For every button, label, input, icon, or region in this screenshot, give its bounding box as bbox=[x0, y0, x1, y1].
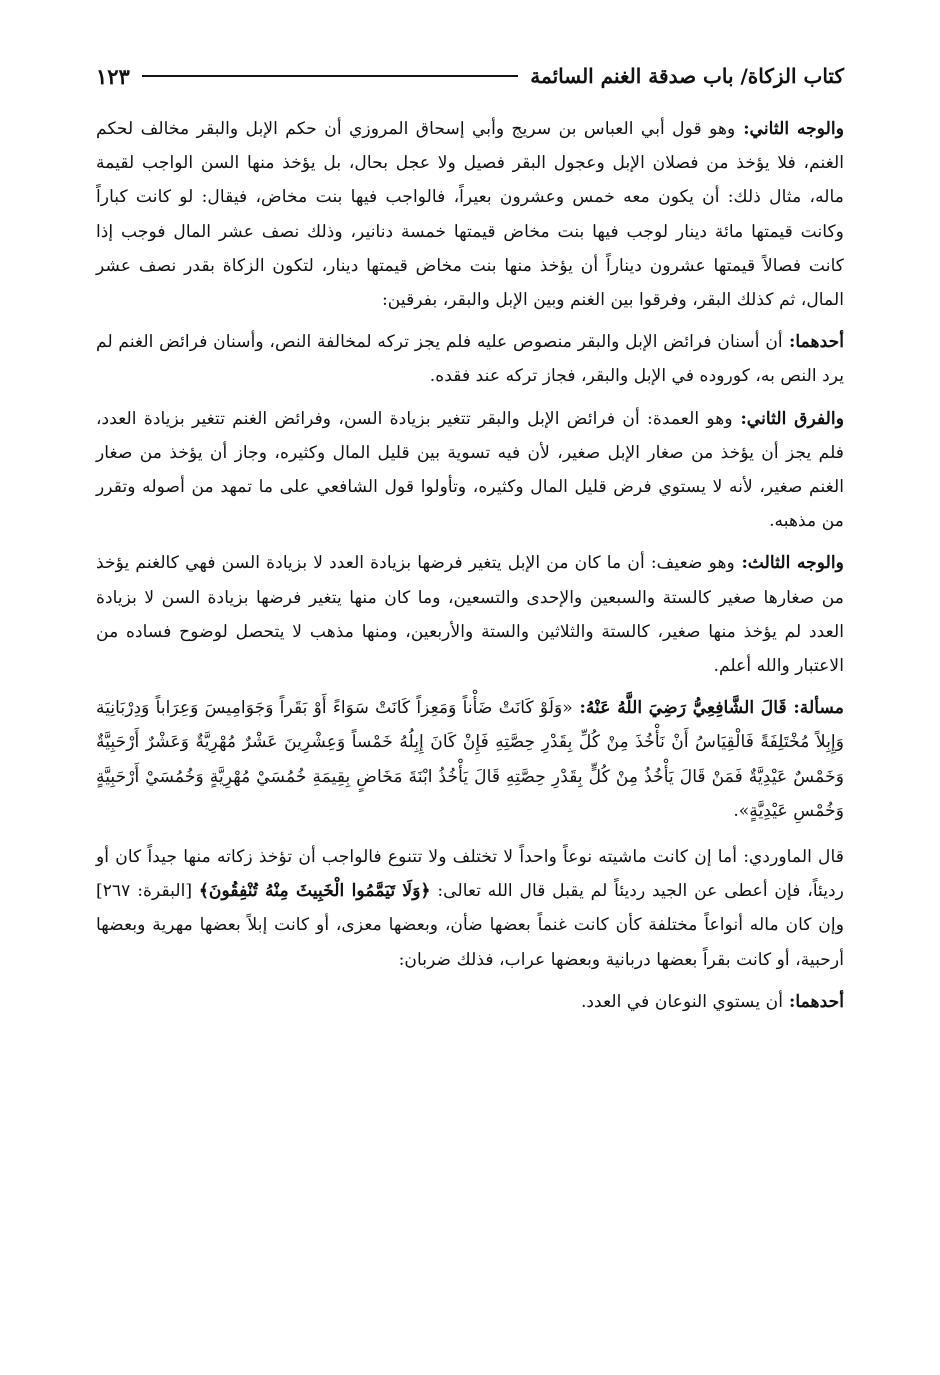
page-header bbox=[96, 58, 844, 94]
mawardi-paragraph bbox=[96, 840, 844, 977]
mawardi-text-before: أما إن كانت ماشيته نوعاً واحداً لا تختلف ولا تتنوع فالواجب أن تؤخذ زكاته منها جيداً كان أو رديئاً، فإن أعطى عن الجيد رديئاً لم يقبل قال الله تعالى: bbox=[96, 847, 844, 902]
masala-quote: «وَلَوْ كَانَتْ ضَأْناً وَمَعِزاً كَانَتْ سَوَاءً أَوْ بَقَراً وَجَوَامِيسَ وَعِرَاباً وَدِرْبَانِيَة وَإِبِلاً مُخْتَلِفَةً فَالْقِيَاسُ أَنْ نَأْخُذَ مِنْ كُلِّ بِقَدْرِ حِصَّتِهِ فَإِنْ كَانَ إِبِلُهُ خَمْساً وَعِشْرِينَ عَشْرٌ مُهْرِيَّةٌ وَعَشْرٌ أَرْحَبِيَّةٌ وَخَمْسٌ عَيْدِيَّةٌ فَمَنْ قَالَ يَأْخُذُ مِنْ كُلٍّ بِقَدْرِ حِصَّتِهِ قَالَ يَأْخُذُ ابْنَةَ مَخَاضٍ بِقِيمَةِ خُمُسَيْ مُهْرِيَّةٍ وَخُمُسَيْ أَرْحَبِيَّةٍ وَخُمْسِ عَيْدِيَّةٍ». bbox=[96, 698, 845, 821]
header-rule bbox=[142, 75, 518, 77]
mawardi-lead: قال الماوردي: bbox=[737, 847, 844, 868]
paragraph-lead: أحدهما: bbox=[783, 991, 844, 1012]
quran-verse: ﴿وَلَا تَيَمَّمُوا الْخَبِيثَ مِنْهُ تُنْفِقُونَ﴾ bbox=[198, 881, 431, 902]
paragraph-first-type bbox=[96, 985, 844, 1019]
paragraph-text: أن يستوي النوعان في العدد. bbox=[580, 991, 783, 1012]
page-number: ١٢٣ bbox=[96, 63, 130, 89]
paragraph-lead: أحدهما: bbox=[782, 332, 844, 353]
paragraph-lead: والوجه الثاني: bbox=[735, 119, 844, 139]
masala-paragraph bbox=[96, 691, 844, 828]
paragraph-first-difference bbox=[96, 325, 844, 393]
running-title: كتاب الزكاة/ باب صدقة الغنم السائمة bbox=[530, 64, 844, 88]
paragraph-text: وهو ضعيف: أن ما كان من الإبل يتغير فرضها بزيادة العدد لا بزيادة السن فهي كالغنم يؤخذ من صغارها صغير كالستة والسبعين والإحدى والتسعين، وما كان منها يتغير فرضها بزيادة السن لا بزيادة العدد لم يؤخذ منها صغير، كالستة والثلاثين والستة والأربعين، ومنها مذهب لا يتحصل لوضوح فساده من الاعتبار والله أعلم. bbox=[96, 553, 844, 677]
paragraph-text: وهو العمدة: أن فرائض الإبل والبقر تتغير بزيادة السن، وفرائض الغنم تتغير بزيادة العدد، فلم يجز أن يؤخذ من صغار الإبل صغير، لأن فيه تسوية بين قليل المال وكثيره، وجاز أن يؤخذ من صغار الغنم صغير، لأنه لا يستوي فرض قليل المال وكثيره، وتأولوا قول الشافعي على ما تمهد من أصوله وتقرر من مذهبه. bbox=[96, 408, 844, 532]
masala-lead: مسألة: قَالَ الشَّافِعِيُّ رَضِيَ اللَّهُ عَنْهُ: bbox=[572, 698, 845, 719]
paragraph-lead: والفرق الثاني: bbox=[732, 408, 844, 429]
mawardi-text-after: [البقرة: ٢٦٧] وإن كان ماله أنواعاً مختلفة كأن كانت غنماً بعضها ضأن، وبعضها معزى، أو كانت إبلاً بعضها مهرية وبعضها أرحبية، أو كانت بقراً بعضها دربانية وبعضها عراب، فذلك ضربان: bbox=[96, 881, 844, 970]
paragraph-third-aspect bbox=[96, 546, 844, 683]
paragraph-lead: والوجه الثالث: bbox=[734, 553, 844, 574]
page-body bbox=[96, 112, 844, 1027]
paragraph-second-difference bbox=[96, 402, 844, 539]
paragraph-text: أن أسنان فرائض الإبل والبقر منصوص عليه فلم يجز تركه لمخالفة النص، وأسنان فرائض الغنم لم يرد النص به، كوروده في الإبل والبقر، فجاز تركه عند فقده. bbox=[96, 332, 844, 387]
paragraph-second-aspect bbox=[96, 112, 844, 317]
paragraph-text: وهو قول أبي العباس بن سريج وأبي إسحاق المروزي أن حكم الإبل والبقر مخالف لحكم الغنم، فلا يؤخذ من فصلان الإبل وعجول البقر فصيل ولا عجل بحال، بل يؤخذ منها السن الواجب لقيمة ماله، مثال ذلك: أن يكون معه خمس وعشرون بعيراً، فالواجب فيها بنت مخاض، فيقال: لو كانت كباراً وكانت قيمتها مائة دينار لوجب فيها بنت مخاض قيمتها خمسة دنانير، وذلك نصف عشر المال فوجب إذا كانت فصالاً قيمتها عشرون ديناراً أن يؤخذ منها بنت مخاض قيمتها دينار، لتكون الزكاة بقدر نصف عشر المال، ثم كذلك البقر، وفرقوا بين الغنم وبين الإبل والبقر، بفرقين: bbox=[96, 119, 844, 311]
